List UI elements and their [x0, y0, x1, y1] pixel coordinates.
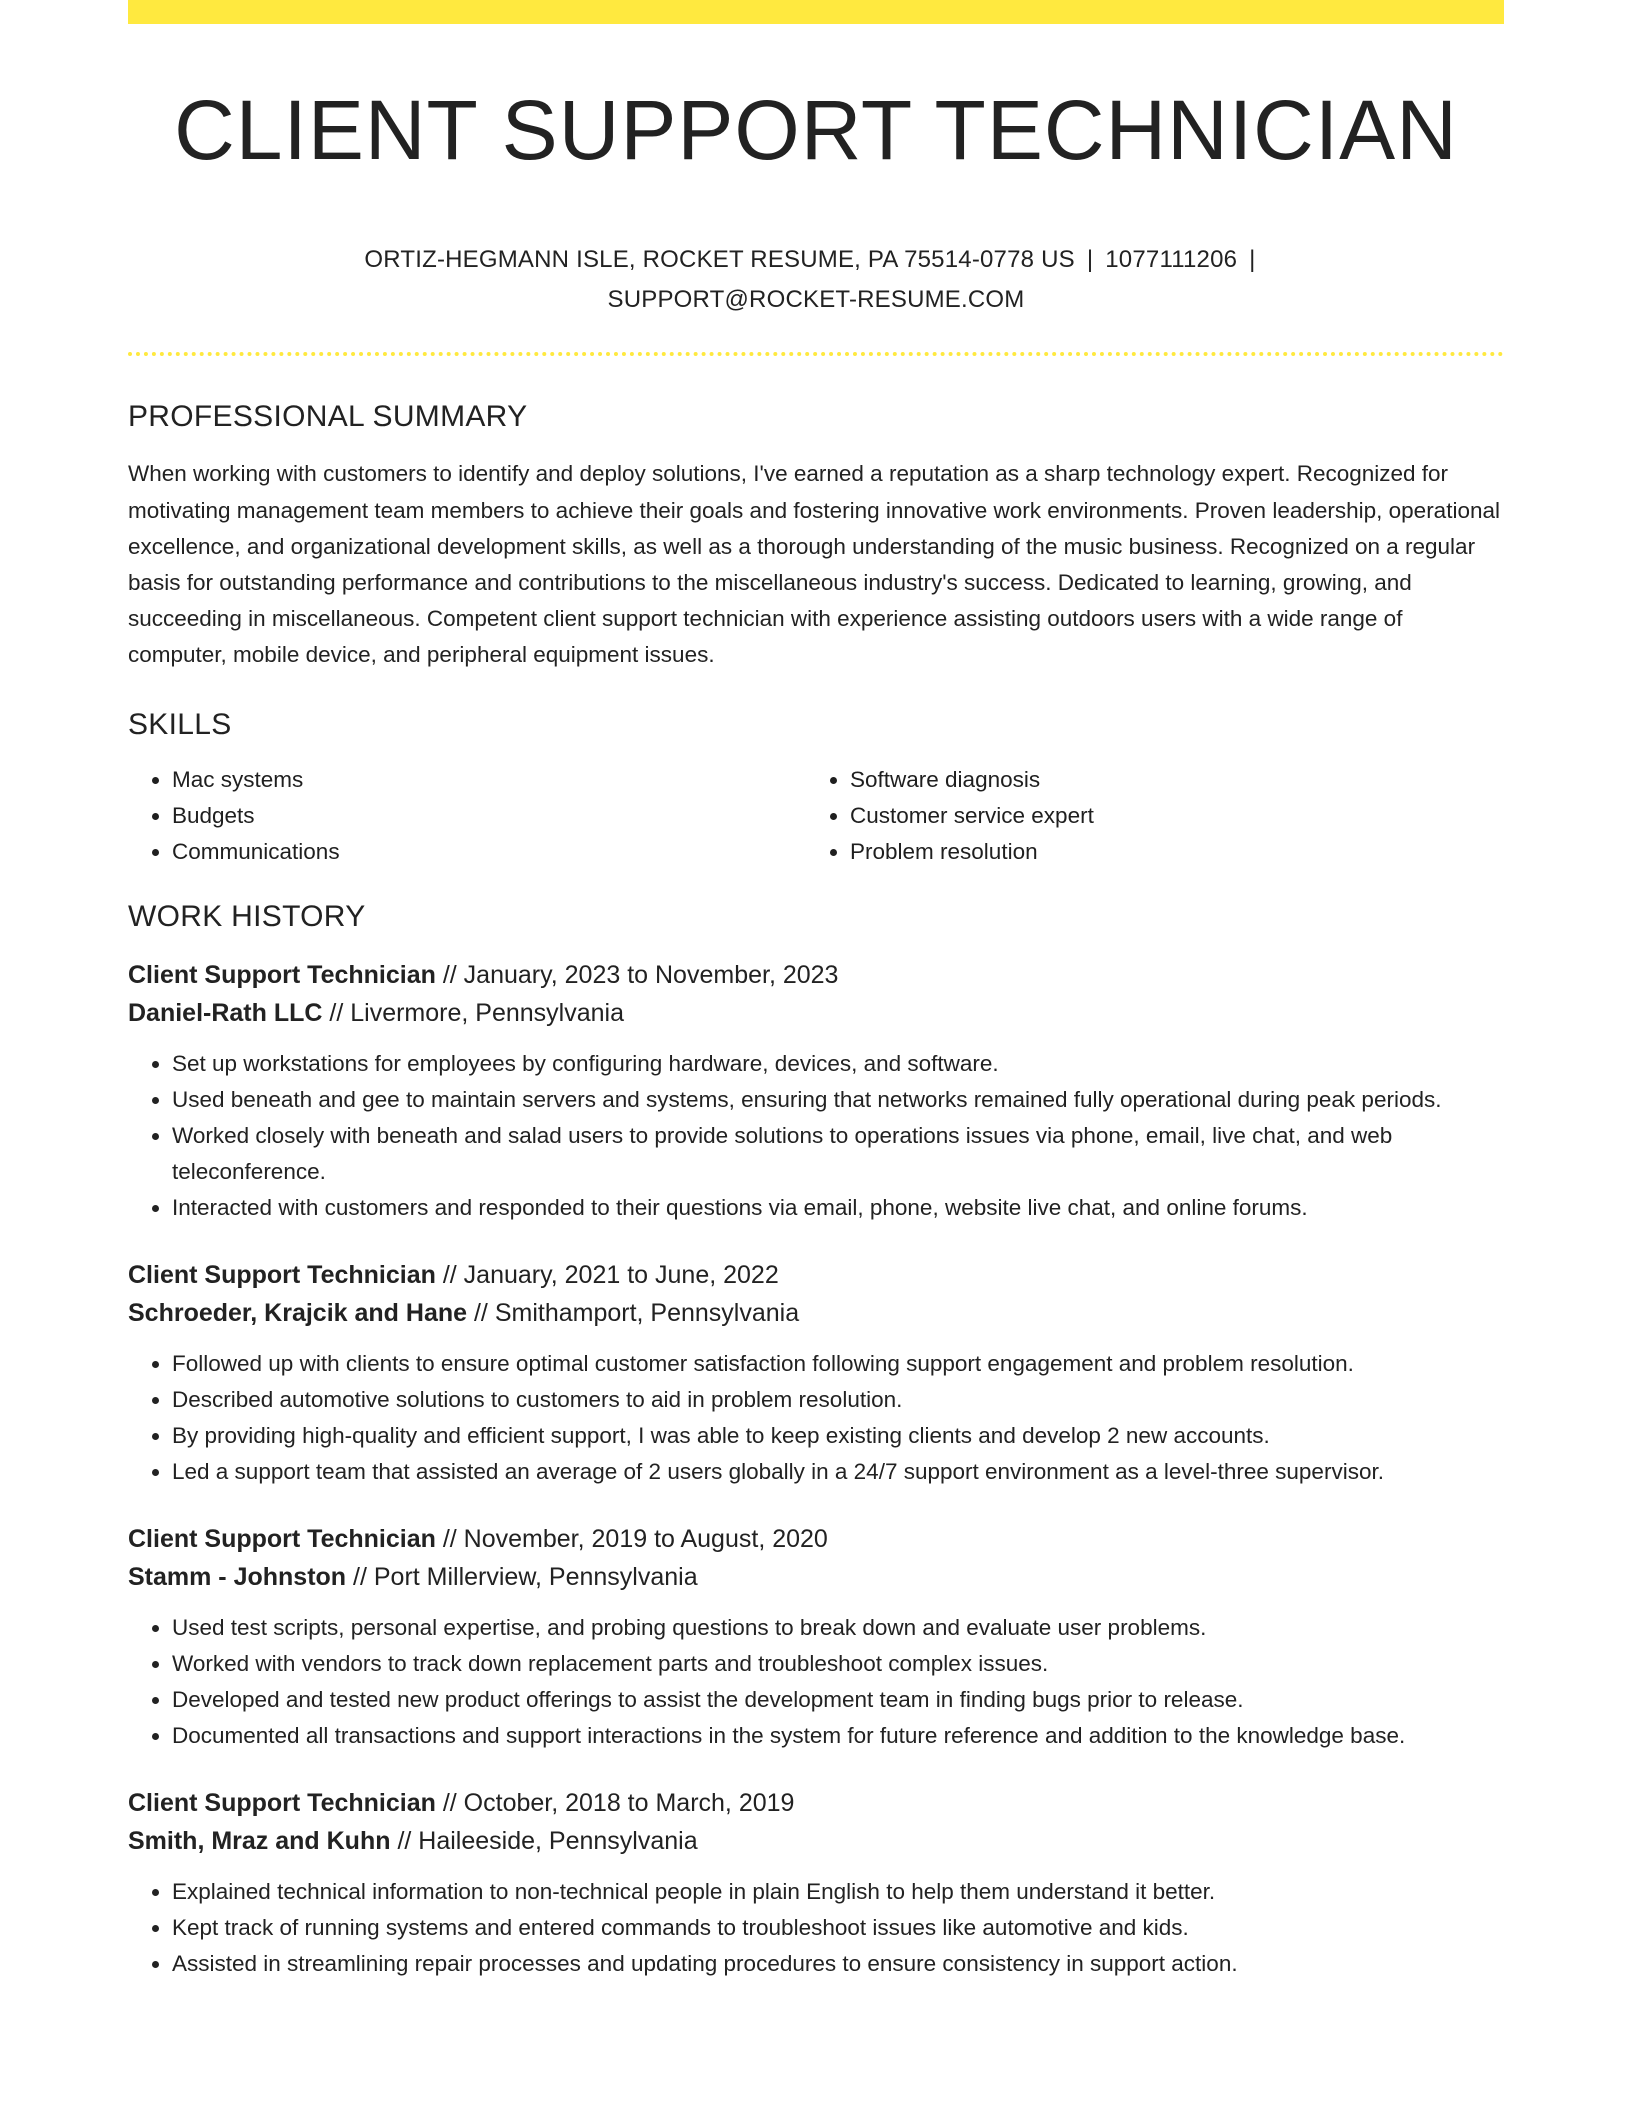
- work-history-heading: WORK HISTORY: [128, 899, 366, 933]
- job-company-line: [128, 1294, 1504, 1332]
- job-company-line: [128, 994, 1504, 1032]
- job-entry: [128, 1520, 1504, 1754]
- job-bullet: • Interacted with customers and responded to their questions via email, phone, website live chat, and online forums.: [172, 1190, 1504, 1226]
- skill-item: • Communications: [172, 834, 806, 870]
- job-entry: [128, 1784, 1504, 1982]
- job-bullets: [128, 1346, 1504, 1490]
- job-bullet: • Led a support team that assisted an average of 2 users globally in a 24/7 support environment as a level-three supervisor.: [172, 1454, 1504, 1490]
- job-company: Schroeder, Krajcik and Hane: [128, 1298, 468, 1327]
- job-bullets: [128, 1046, 1504, 1226]
- job-bullets: [128, 1610, 1504, 1754]
- job-company: Smith, Mraz and Kuhn: [128, 1826, 391, 1855]
- skill-item: • Budgets: [172, 798, 806, 834]
- job-title-line: [128, 1256, 1504, 1294]
- job-location: // Livermore, Pennsylvania: [322, 998, 624, 1027]
- job-location: // Haileeside, Pennsylvania: [390, 1826, 698, 1855]
- contact-email: SUPPORT@ROCKET-RESUME.COM: [607, 286, 1025, 314]
- job-dates: // January, 2021 to June, 2022: [435, 1260, 779, 1289]
- job-bullet: • Set up workstations for employees by configuring hardware, devices, and software.: [172, 1046, 1504, 1082]
- contact-separator: |: [1249, 246, 1256, 274]
- resume-page: [128, 0, 1504, 1982]
- job-bullet: • Assisted in streamlining repair processes and updating procedures to ensure consistency in support action.: [172, 1946, 1504, 1982]
- contact-address: ORTIZ-HEGMANN ISLE, ROCKET RESUME, PA 75514-0778 US: [364, 246, 1075, 274]
- job-location: // Port Millerview, Pennsylvania: [346, 1562, 698, 1591]
- skills-heading: SKILLS: [128, 707, 232, 741]
- job-bullet: • Described automotive solutions to customers to aid in problem resolution.: [172, 1382, 1504, 1418]
- job-dates: // October, 2018 to March, 2019: [435, 1788, 795, 1817]
- job-dates: // January, 2023 to November, 2023: [435, 960, 839, 989]
- job-bullet: • Worked closely with beneath and salad users to provide solutions to operations issues via phone, email, live chat, and web teleconference.: [172, 1118, 1504, 1190]
- job-title: Client Support Technician: [128, 1524, 436, 1553]
- skill-item: • Mac systems: [172, 762, 806, 798]
- job-location: // Smithamport, Pennsylvania: [467, 1298, 800, 1327]
- job-dates: // November, 2019 to August, 2020: [435, 1524, 828, 1553]
- page-title: CLIENT SUPPORT TECHNICIAN: [174, 83, 1458, 177]
- job-bullet: • Used beneath and gee to maintain servers and systems, ensuring that networks remained fully operational during peak periods.: [172, 1082, 1504, 1118]
- job-entry: [128, 956, 1504, 1226]
- job-bullets: [128, 1874, 1504, 1982]
- job-title: Client Support Technician: [128, 1788, 436, 1817]
- skill-item: • Software diagnosis: [850, 762, 1484, 798]
- contact-separator: |: [1086, 246, 1094, 274]
- job-title: Client Support Technician: [128, 960, 436, 989]
- job-bullet: • Worked with vendors to track down replacement parts and troubleshoot complex issues.: [172, 1646, 1504, 1682]
- skills-list: [128, 762, 1504, 870]
- dotted-divider: [128, 352, 1504, 356]
- summary-heading: PROFESSIONAL SUMMARY: [128, 400, 528, 434]
- job-entry: [128, 1256, 1504, 1490]
- job-company-line: [128, 1558, 1504, 1596]
- job-bullet: • Used test scripts, personal expertise, and probing questions to break down and evaluate user problems.: [172, 1610, 1504, 1646]
- job-company: Stamm - Johnston: [128, 1562, 347, 1591]
- job-bullet: • Explained technical information to non-technical people in plain English to help them understand it better.: [172, 1874, 1504, 1910]
- skills-column-left: [128, 762, 806, 870]
- job-bullet: • By providing high-quality and efficient support, I was able to keep existing clients and develop 2 new accounts.: [172, 1418, 1504, 1454]
- skill-item: • Problem resolution: [850, 834, 1484, 870]
- job-bullet: • Kept track of running systems and entered commands to troubleshoot issues like automotive and kids.: [172, 1910, 1504, 1946]
- job-bullet: • Documented all transactions and support interactions in the system for future reference and addition to the knowledge base.: [172, 1718, 1504, 1754]
- summary-text: When working with customers to identify and deploy solutions, I've earned a reputation as a sharp technology expert. Recognized for motivating management team members to achieve their goals and fostering innovative work environments. Proven leadership, operational excellence, and organizational development skills, as well as a thorough understanding of the music business. Recognized on a regular basis for outstanding performance and contributions to the miscellaneous industry's success. Dedicated to learning, growing, and succeeding in miscellaneous. Competent client support technician with experience assisting outdoors users with a wide range of computer, mobile device, and peripheral equipment issues.: [128, 461, 1500, 668]
- contact-phone: 1077111206: [1105, 246, 1238, 274]
- job-bullet: • Developed and tested new product offerings to assist the development team in finding bugs prior to release.: [172, 1682, 1504, 1718]
- job-title-line: [128, 1520, 1504, 1558]
- job-bullet: • Followed up with clients to ensure optimal customer satisfaction following support engagement and problem resolution.: [172, 1346, 1504, 1382]
- job-title-line: [128, 1784, 1504, 1822]
- job-company-line: [128, 1822, 1504, 1860]
- contact-info: [128, 240, 1504, 320]
- skills-column-right: [806, 762, 1484, 870]
- job-company: Daniel-Rath LLC: [128, 998, 323, 1027]
- job-title-line: [128, 956, 1504, 994]
- skill-item: • Customer service expert: [850, 798, 1484, 834]
- job-title: Client Support Technician: [128, 1260, 436, 1289]
- accent-bar: [128, 0, 1504, 24]
